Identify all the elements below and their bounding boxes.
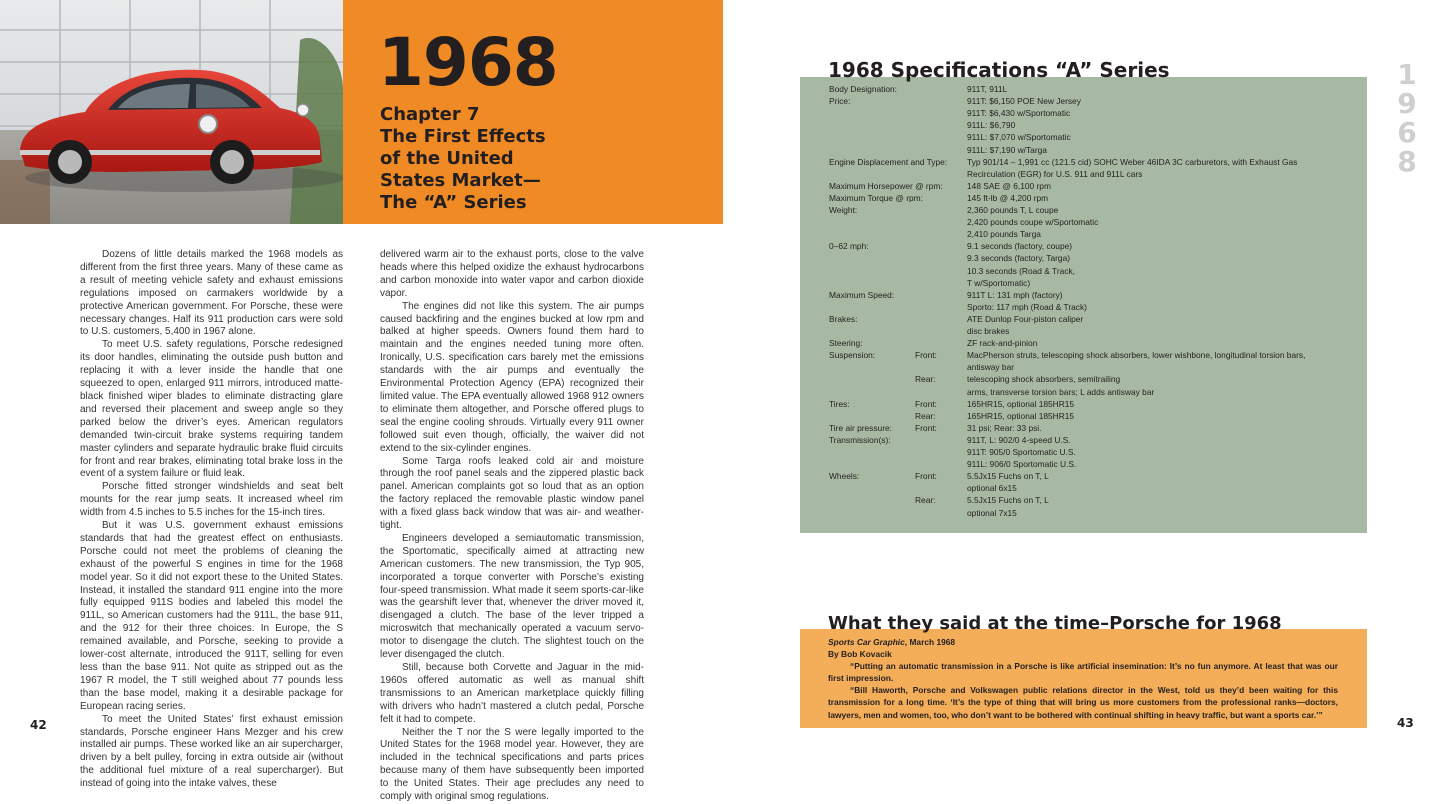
spec-value: arms, transverse torsion bars; L adds antisway bar <box>967 386 1155 397</box>
spec-value: 9.1 seconds (factory, coupe) <box>967 241 1073 252</box>
body-paragraph: delivered warm air to the exhaust ports, close to the valve heads where this helped oxidize the exhaust hydrocarbons and carbon monoxide into water vapor and carbon dioxide vapor. <box>380 249 644 299</box>
spec-value: disc brakes <box>967 326 1010 336</box>
body-paragraph: To meet the United States’ first exhaust emission standards, Porsche engineer Hans Mezger and his crew installed air pumps. These worked like an air supercharger, driven by a belt pulley, forcing in extra outside air (without the additional fuel mixture of a real supercharger). But instead of going into the intake valves, these <box>80 713 343 790</box>
spec-value: 5.5Jx15 Fuchs on T, L <box>967 471 1049 482</box>
spec-value: 148 SAE @ 6,100 rpm <box>967 180 1051 191</box>
body-paragraph: But it was U.S. government exhaust emissions standards that had the greatest effect on enthusiasts. Porsche could not meet the problems of cleaning the exhaust of the powerful S engines in time for the 1968 model year. So it did not export these to the United States. Instead, it installed the standard 911 engine into the more fully equipped 911S bodies and labeled this model the 911L, so American customers had the 911L, the base 911, and the 912 for their three choices. In Europe, the S remained available, and Porsche, seeking to provide a lower-cost alternate, introduced the 911T, selling for even less than the base 911. Not quite as stripped out as the 1967 R model, the T still weighed about 77 pounds less than the base model, making it a desirable package for European racing series. <box>80 520 343 712</box>
spec-value: 2,360 pounds T, L coupe <box>967 205 1059 215</box>
spec-value: optional 7x15 <box>967 507 1017 518</box>
spec-label: Brakes: <box>829 313 858 324</box>
spec-value: MacPherson struts, telescoping shock absorbers, lower wishbone, longitudinal torsion bars, <box>967 350 1306 361</box>
spec-value: 5.5Jx15 Fuchs on T, L <box>967 495 1049 506</box>
spec-value: 911T: 905/0 Sportomatic U.S. <box>967 447 1076 457</box>
body-column-left <box>80 249 343 791</box>
spec-value: 31 psi; Rear: 33 psi. <box>967 422 1042 433</box>
side-year-digit: 9 <box>1397 87 1417 120</box>
side-year-digit: 8 <box>1397 145 1417 178</box>
spec-label: Weight: <box>829 205 858 215</box>
spec-value: 911L: $6,790 <box>967 120 1016 131</box>
spec-value: Sporto: 117 mph (Road & Track) <box>967 301 1087 312</box>
body-column-right <box>380 249 644 804</box>
chapter-title <box>380 104 546 214</box>
spec-value: Recirculation (EGR) for U.S. 911 and 911L cars <box>967 168 1143 179</box>
page-number-left: 42 <box>30 718 47 732</box>
spec-label: Tire air pressure: <box>829 422 892 433</box>
quote-text <box>828 636 1338 721</box>
spec-value: 911L: $7,070 w/Sportomatic <box>967 132 1071 143</box>
spec-value: T w/Sportomatic) <box>967 277 1031 288</box>
chapter-title-line: States Market— <box>380 170 541 191</box>
spec-sublabel: Front: <box>915 471 937 482</box>
porsche-photo <box>0 0 343 224</box>
body-paragraph: Dozens of little details marked the 1968 models as different from the first three years. Many of these came as a result of meeting vehicle safety and exhaust emissions regulations imposed on carmakers worldwide by a protective American government. For Porsche, these were necessary changes. Half its 911 production cars were sold to U.S. customers, 5,400 in 1967 alone. <box>80 249 343 338</box>
spec-label: Price: <box>829 96 851 107</box>
spec-sublabel: Front: <box>915 422 937 433</box>
quote-title: What they said at the time–Porsche for 1968 <box>828 613 1282 634</box>
spec-sublabel: Front: <box>915 398 937 409</box>
spec-label: Transmission(s): <box>829 434 891 445</box>
chapter-title-line: The First Effects <box>380 126 546 147</box>
spec-value: 165HR15, optional 185HR15 <box>967 410 1075 421</box>
quote-source-date: , March 1968 <box>904 637 956 647</box>
spec-value: 911T, 911L <box>967 84 1008 94</box>
spec-value: 911T: $6,150 POE New Jersey <box>967 96 1081 107</box>
spec-value: 145 ft-lb @ 4,200 rpm <box>967 192 1049 203</box>
page-number-right: 43 <box>1397 716 1414 730</box>
spec-value: 165HR15, optional 185HR15 <box>967 398 1075 409</box>
spec-label: Body Designation: <box>829 84 897 94</box>
spec-value: telescoping shock absorbers, semitrailing <box>967 374 1121 385</box>
specifications-title: 1968 Specifications “A” Series <box>828 58 1170 82</box>
spec-value: ATE Dunlop Four-piston caliper <box>967 313 1084 324</box>
spec-value: Typ 901/14 – 1,991 cc (121.5 cid) SOHC Weber 46IDA 3C carburetors, with Exhaust Gas <box>967 156 1298 167</box>
spec-value: ZF rack-and-pinion <box>967 338 1038 349</box>
body-paragraph: Neither the T nor the S were legally imported to the United States for the 1968 model year. However, they are included in the technical specifications and parts prices because many of them have subsequently been imported to the United States. Their age precludes any need to comply with original smog regulations. <box>380 726 644 803</box>
body-paragraph: Still, because both Corvette and Jaguar in the mid-1960s offered automatic as well as manual shift transmissions to an American marketplace quickly filling with drivers who hadn’t mastered a clutch pedal, Porsche felt it had to compete. <box>380 662 644 725</box>
spec-value: 911T L: 131 mph (factory) <box>967 289 1063 300</box>
spec-value: 2,410 pounds Targa <box>967 229 1041 240</box>
spec-label: Wheels: <box>829 471 860 482</box>
spec-label: Maximum Horsepower @ rpm: <box>829 180 943 191</box>
spec-label: Tires: <box>829 398 850 409</box>
quote-byline: By Bob Kovacik <box>828 649 892 660</box>
quote-paragraph: “Putting an automatic transmission in a Porsche is like artificial insemination: It’s no fun anymore. At least that was our first impression. <box>828 661 1338 684</box>
spec-value: antisway bar <box>967 362 1015 373</box>
spec-value: 2,420 pounds coupe w/Sportomatic <box>967 217 1099 228</box>
side-year-digit: 6 <box>1397 116 1417 149</box>
spec-value: 10.3 seconds (Road & Track, <box>967 265 1075 276</box>
spec-label: Suspension: <box>829 350 876 361</box>
body-paragraph: Porsche fitted stronger windshields and seat belt mounts for the rear jump seats. It increased wheel rim width from 4.5 inches to 5.5 inches for the 15-inch tires. <box>80 481 343 519</box>
spec-sublabel: Rear: <box>915 374 936 385</box>
spec-sublabel: Rear: <box>915 410 936 421</box>
side-year-vertical <box>1392 60 1422 176</box>
side-year-digit: 1 <box>1397 58 1417 91</box>
spec-label: Engine Displacement and Type: <box>829 156 948 167</box>
chapter-title-line: of the United <box>380 148 514 169</box>
body-paragraph: Engineers developed a semiautomatic transmission, the Sportomatic, specifically aimed at attracting new American customers. The new transmission, the Typ 905, incorporated a torque converter with Porsche’s existing four-speed transmission. What made it seem sports-car-like was the gearshift lever that, whenever the driver moved it, disengaged a clutch. The base of the lever tripped a microswitch that mechanically operated a vacuum servo-motor to disengage the clutch. The slightest touch on the lever disengaged the clutch. <box>380 532 644 661</box>
quote-source: Sports Car Graphic <box>828 637 905 647</box>
chapter-title-line: The “A” Series <box>380 192 527 213</box>
spec-value: 911T: $6,430 w/Sportomatic <box>967 108 1071 119</box>
spec-value: 911L: $7,190 w/Targa <box>967 144 1047 155</box>
spec-label: Steering: <box>829 338 863 349</box>
body-paragraph: Some Targa roofs leaked cold air and moisture through the roof panel seals and the zippered plastic back panel. American complaints got so loud that as an option the factory replaced the removable plastic window panel with a fixed glass back window that was air- and weather-tight. <box>380 455 644 532</box>
spec-label: Maximum Speed: <box>829 289 895 300</box>
spec-value: optional 6x15 <box>967 483 1017 494</box>
chapter-year: 1968 <box>378 24 558 101</box>
quote-paragraph: “Bill Haworth, Porsche and Volkswagen public relations director in the West, told us they’d been waiting for this transmission for a long time. ‘It’s the type of thing that will bring us more customers from the professional ranks—doctors, lawyers, men and women, too, who don’t want to be bothered with continual shifting in heavy traffic, but want a sports car.’” <box>828 685 1338 720</box>
spec-value: 911L: 906/0 Sportomatic U.S. <box>967 459 1077 470</box>
spec-label: 0–62 mph: <box>829 241 869 252</box>
body-paragraph: The engines did not like this system. The air pumps caused backfiring and the engines bucked at low rpm and balked at higher speeds. Owners found them hard to maintain and the engines needed tuning more often. Ironically, U.S. specification cars barely met the emissions standards with the air pumps and eventually the Environmental Protection Agency (EPA) recognized their limited value. The EPA eventually allowed 1968 912 owners to eliminate them altogether, and Porsche offered plugs to seal the engine cooling shrouds. Virtually every 911 owner followed suit even though, officially, the waiver did not extend to the six-cylinder engines. <box>380 300 644 454</box>
spec-sublabel: Front: <box>915 350 937 361</box>
chapter-title-line: Chapter 7 <box>380 104 480 125</box>
spec-sublabel: Rear: <box>915 495 936 506</box>
red-porsche-911-icon <box>0 0 343 224</box>
spec-value: 9.3 seconds (factory, Targa) <box>967 253 1071 264</box>
body-paragraph: To meet U.S. safety regulations, Porsche redesigned its door handles, eliminating the outside push button and replacing it with a lever inside the handle that one squeezed to open, enlarged 911 mirrors, introduced matte-black finished wiper blades to eliminate distracting glare and reversed their placement and sweep angle so they parked below the driver’s eyes. American regulators demanded twin-circuit brake systems requiring tandem master cylinders and separate hydraulic brake fluid circuits for front and rear brakes, eliminating total brake loss in the event of a system failure or fluid leak. <box>80 339 343 480</box>
spec-value: 911T, L: 902/0 4-speed U.S. <box>967 434 1071 445</box>
spec-label: Maximum Torque @ rpm: <box>829 192 923 203</box>
